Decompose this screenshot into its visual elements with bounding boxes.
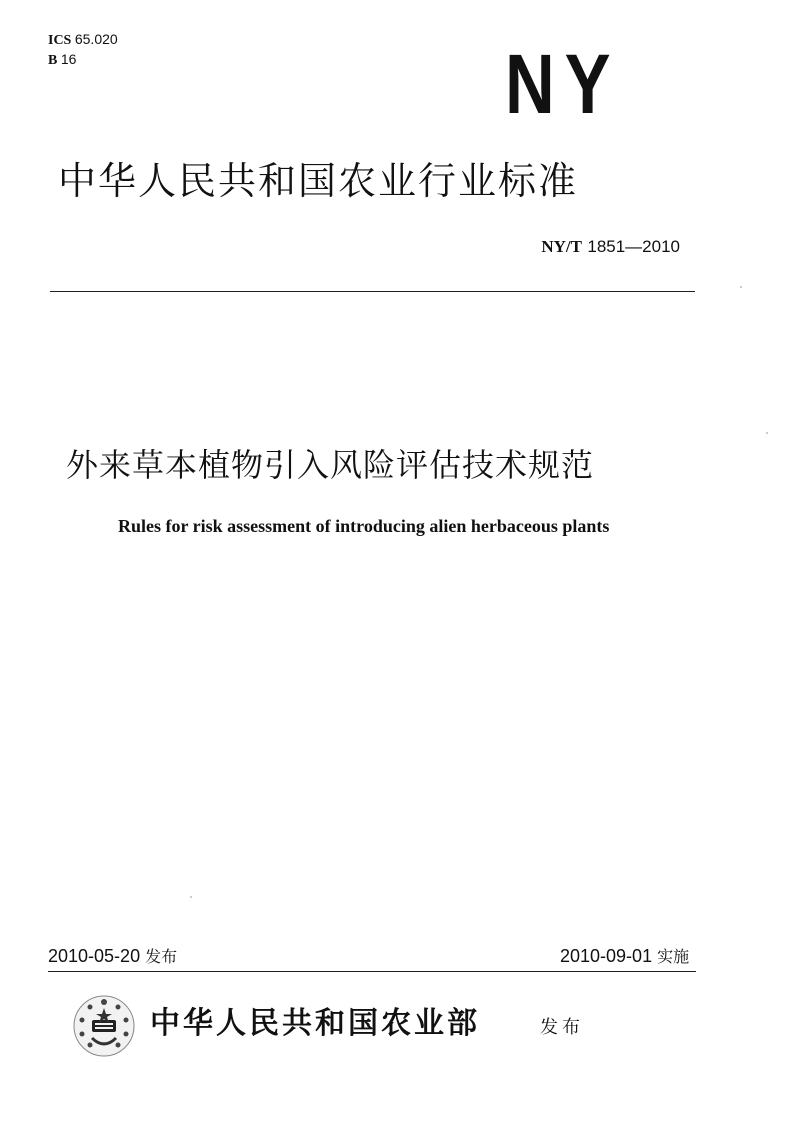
implementation-date (560, 944, 689, 969)
standard-number-value: 1851—2010 (587, 237, 680, 256)
ccs-code (48, 50, 118, 70)
ics-label: ICS (48, 33, 72, 48)
ics-code (48, 30, 118, 50)
implementation-date-label: 实施 (657, 947, 690, 966)
issue-date-value: 2010-05-20 (48, 946, 141, 966)
document-title-chinese: 外来草本植物引入风险评估技术规范 (66, 446, 595, 484)
publish-label: 发布 (540, 1017, 584, 1038)
ny-logo: NY (505, 37, 621, 131)
document-title-english: Rules for risk assessment of introducing alien herbaceous plants (118, 516, 610, 536)
scan-speck (740, 286, 742, 288)
top-divider (50, 291, 695, 292)
scan-speck (190, 896, 192, 898)
classification-codes (48, 30, 118, 70)
implementation-date-value: 2010-09-01 (560, 946, 653, 966)
ccs-value: 16 (60, 51, 77, 67)
standard-number (520, 236, 680, 258)
ccs-label: B (48, 53, 58, 68)
bottom-divider (48, 971, 696, 972)
standard-number-prefix: NY/T (541, 237, 582, 256)
ics-value: 65.020 (74, 31, 118, 47)
national-emblem-icon (72, 994, 136, 1058)
issue-date-label: 发布 (145, 947, 178, 966)
issue-date (48, 944, 177, 969)
standard-category-title: 中华人民共和国农业行业标准 (58, 159, 579, 203)
scan-speck (766, 432, 768, 434)
issuing-ministry: 中华人民共和国农业部 (150, 1006, 480, 1041)
